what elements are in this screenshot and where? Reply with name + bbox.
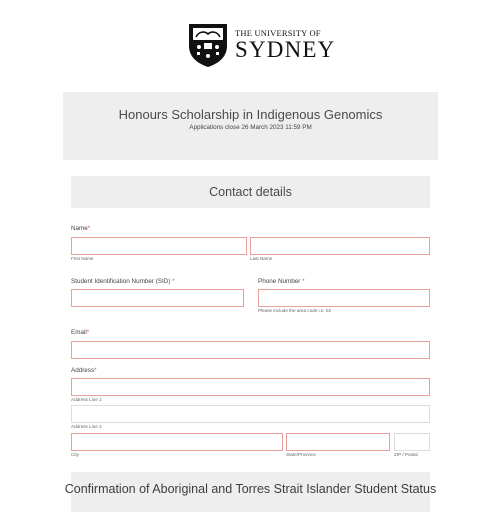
- form-subtitle: Applications close 26 March 2023 11:59 PM: [189, 124, 312, 131]
- state-input[interactable]: [286, 433, 390, 451]
- zip-input[interactable]: [394, 433, 430, 451]
- first-name-input[interactable]: [71, 237, 247, 255]
- phone-input[interactable]: [258, 289, 430, 307]
- required-mark: *: [87, 225, 91, 232]
- sid-label: Student Identification Number (SID) *: [71, 278, 175, 285]
- address-line1-input[interactable]: [71, 378, 430, 396]
- section-confirmation-title: Confirmation of Aboriginal and Torres Strait Islander Student Status: [64, 482, 437, 496]
- zip-sublabel: ZIP / Postal: [394, 452, 418, 457]
- phone-hint: Please include the area code i.e. 02: [258, 308, 332, 313]
- address-label: Address*: [71, 367, 97, 374]
- university-logo: [187, 22, 335, 68]
- last-name-input[interactable]: [250, 237, 430, 255]
- section-title: Contact details: [209, 185, 292, 199]
- city-sublabel: City: [71, 452, 79, 457]
- required-mark: *: [86, 329, 90, 336]
- logo-line2: SYDNEY: [235, 37, 336, 63]
- required-mark: *: [302, 278, 305, 285]
- state-sublabel: State/Province: [286, 452, 316, 457]
- scholarship-form: [63, 92, 438, 512]
- email-input[interactable]: [71, 341, 430, 359]
- crest-icon: [187, 22, 229, 68]
- sid-input[interactable]: [71, 289, 244, 307]
- address-line2-sublabel: Address Line 2: [71, 424, 102, 429]
- form-header: [63, 92, 438, 160]
- city-input[interactable]: [71, 433, 283, 451]
- first-name-sublabel: First Name: [71, 256, 94, 261]
- email-label: Email*: [71, 329, 90, 336]
- required-mark: *: [172, 278, 175, 285]
- form-title: Honours Scholarship in Indigenous Genomics: [118, 107, 383, 122]
- address-line2-input[interactable]: [71, 405, 430, 423]
- address-line1-sublabel: Address Line 1: [71, 397, 102, 402]
- logo-line1: THE UNIVERSITY OF: [235, 27, 321, 38]
- required-mark: *: [94, 367, 97, 374]
- last-name-sublabel: Last Name: [250, 256, 273, 261]
- section-contact-details: [71, 176, 430, 208]
- name-label: Name*: [71, 225, 91, 232]
- phone-label: Phone Number *: [258, 278, 305, 285]
